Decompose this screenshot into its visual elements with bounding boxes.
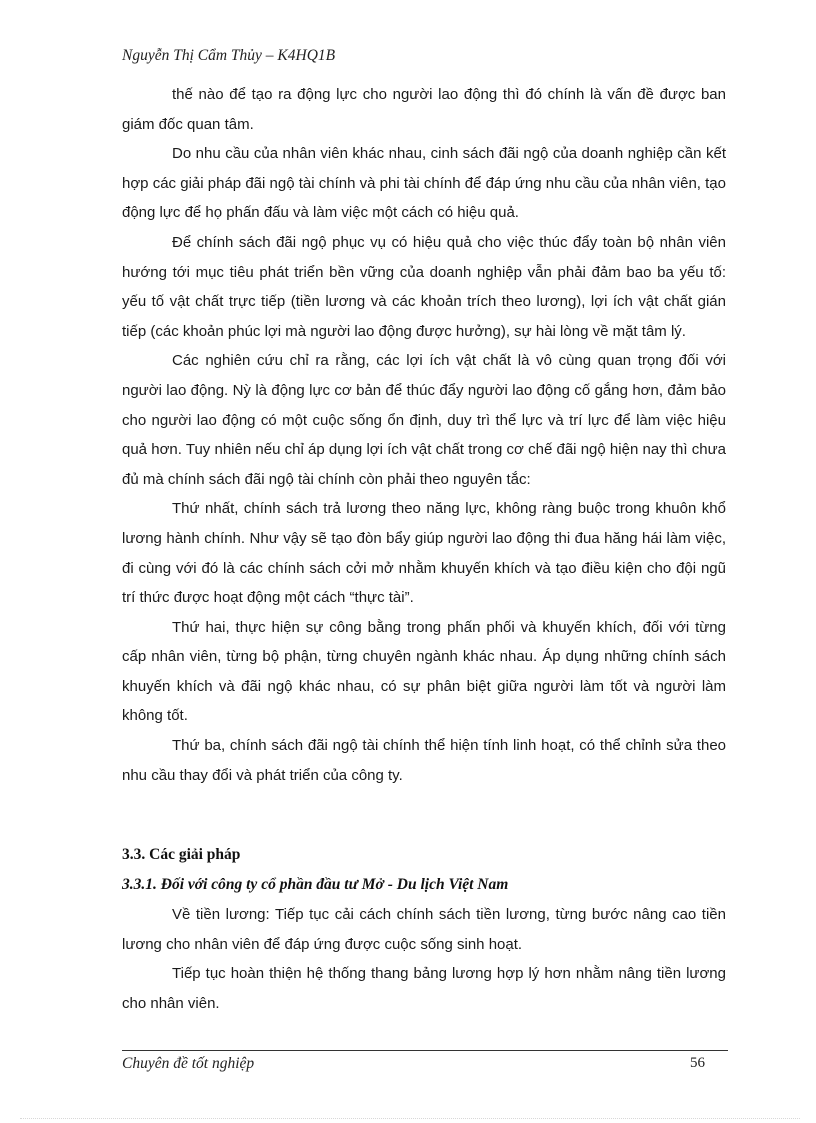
paragraph: Để chính sách đãi ngộ phục vụ có hiệu quả cho việc thúc đẩy toàn bộ nhân viên hướng tới mục tiêu phát triển bền vững của doanh nghiệp vẫn phải đảm bao ba yếu tố: yếu tố vật chất trực tiếp (tiền lương và các khoản trích theo lương), lợi ích vật chất gián tiếp (các khoản phúc lợi mà người lao động được hưởng), sự hài lòng về mặt tâm lý. [122,233,726,340]
paragraph: Về tiền lương: Tiếp tục cải cách chính sách tiền lương, từng bước nâng cao tiền lương cho nhân viên để đáp ứng được cuộc sống sinh hoạt. [122,906,726,953]
paragraph: Thứ ba, chính sách đãi ngộ tài chính thể hiện tính linh hoạt, có thể chỉnh sửa theo nhu cầu thay đổi và phát triển của công ty. [122,737,726,784]
paragraph: Thứ hai, thực hiện sự công bằng trong phấn phối và khuyến khích, đối với từng cấp nhân viên, từng bộ phận, từng chuyên ngành khác nhau. Áp dụng những chính sách khuyến khích và đãi ngộ khác nhau, có sự phân biệt giữa người làm tốt và người làm không tốt. [122,618,726,725]
paragraph: Thứ nhất, chính sách trả lương theo năng lực, không ràng buộc trong khuôn khổ lương hành chính. Như vậy sẽ tạo đòn bẩy giúp người lao động thi đua hăng hái làm việc, đi cùng với đó là các chính sách cởi mở nhằm khuyến khích và tạo điều kiện cho đội ngũ trí thức được hoạt động một cách “thực tài”. [122,500,726,607]
paragraph: Do nhu cầu của nhân viên khác nhau, cinh sách đãi ngộ của doanh nghiệp cần kết hợp các giải pháp đãi ngộ tài chính và phi tài chính để đáp ứng nhu cầu của nhân viên, tạo động lực để họ phấn đấu và làm việc một cách có hiệu quả. [122,145,726,222]
page-edge-divider [20,1118,800,1119]
body-text-section [122,900,726,1018]
footer-title: Chuyên đề tốt nghiệp [122,1055,255,1072]
footer-divider [122,1050,728,1051]
section-heading: 3.3. Các giải pháp [122,846,241,863]
page-number: 56 [690,1055,705,1071]
paragraph: Tiếp tục hoàn thiện hệ thống thang bảng lương hợp lý hơn nhằm nâng tiền lương cho nhân viên. [122,965,726,1012]
paragraph: Các nghiên cứu chỉ ra rằng, các lợi ích vật chất là vô cùng quan trọng đối với người lao động. Nỳ là động lực cơ bản để thúc đẩy người lao động cố gắng hơn, đảm bảo cho người lao động có một cuộc sống ổn định, duy trì thể lực và trí lực để làm việc hiệu quả hơn. Tuy nhiên nếu chỉ áp dụng lợi ích vật chất trong cơ chế đãi ngộ hiện nay thì chưa đủ mà chính sách đãi ngộ tài chính còn phải theo nguyên tắc: [122,352,726,488]
subsection-heading: 3.3.1. Đối với công ty cổ phần đầu tư Mở - Du lịch Việt Nam [122,876,509,893]
body-text [122,80,726,790]
running-header: Nguyễn Thị Cẩm Thủy – K4HQ1B [122,47,336,64]
paragraph-continuation: thế nào để tạo ra động lực cho người lao động thì đó chính là vấn đề được ban giám đốc quan tâm. [122,86,726,133]
